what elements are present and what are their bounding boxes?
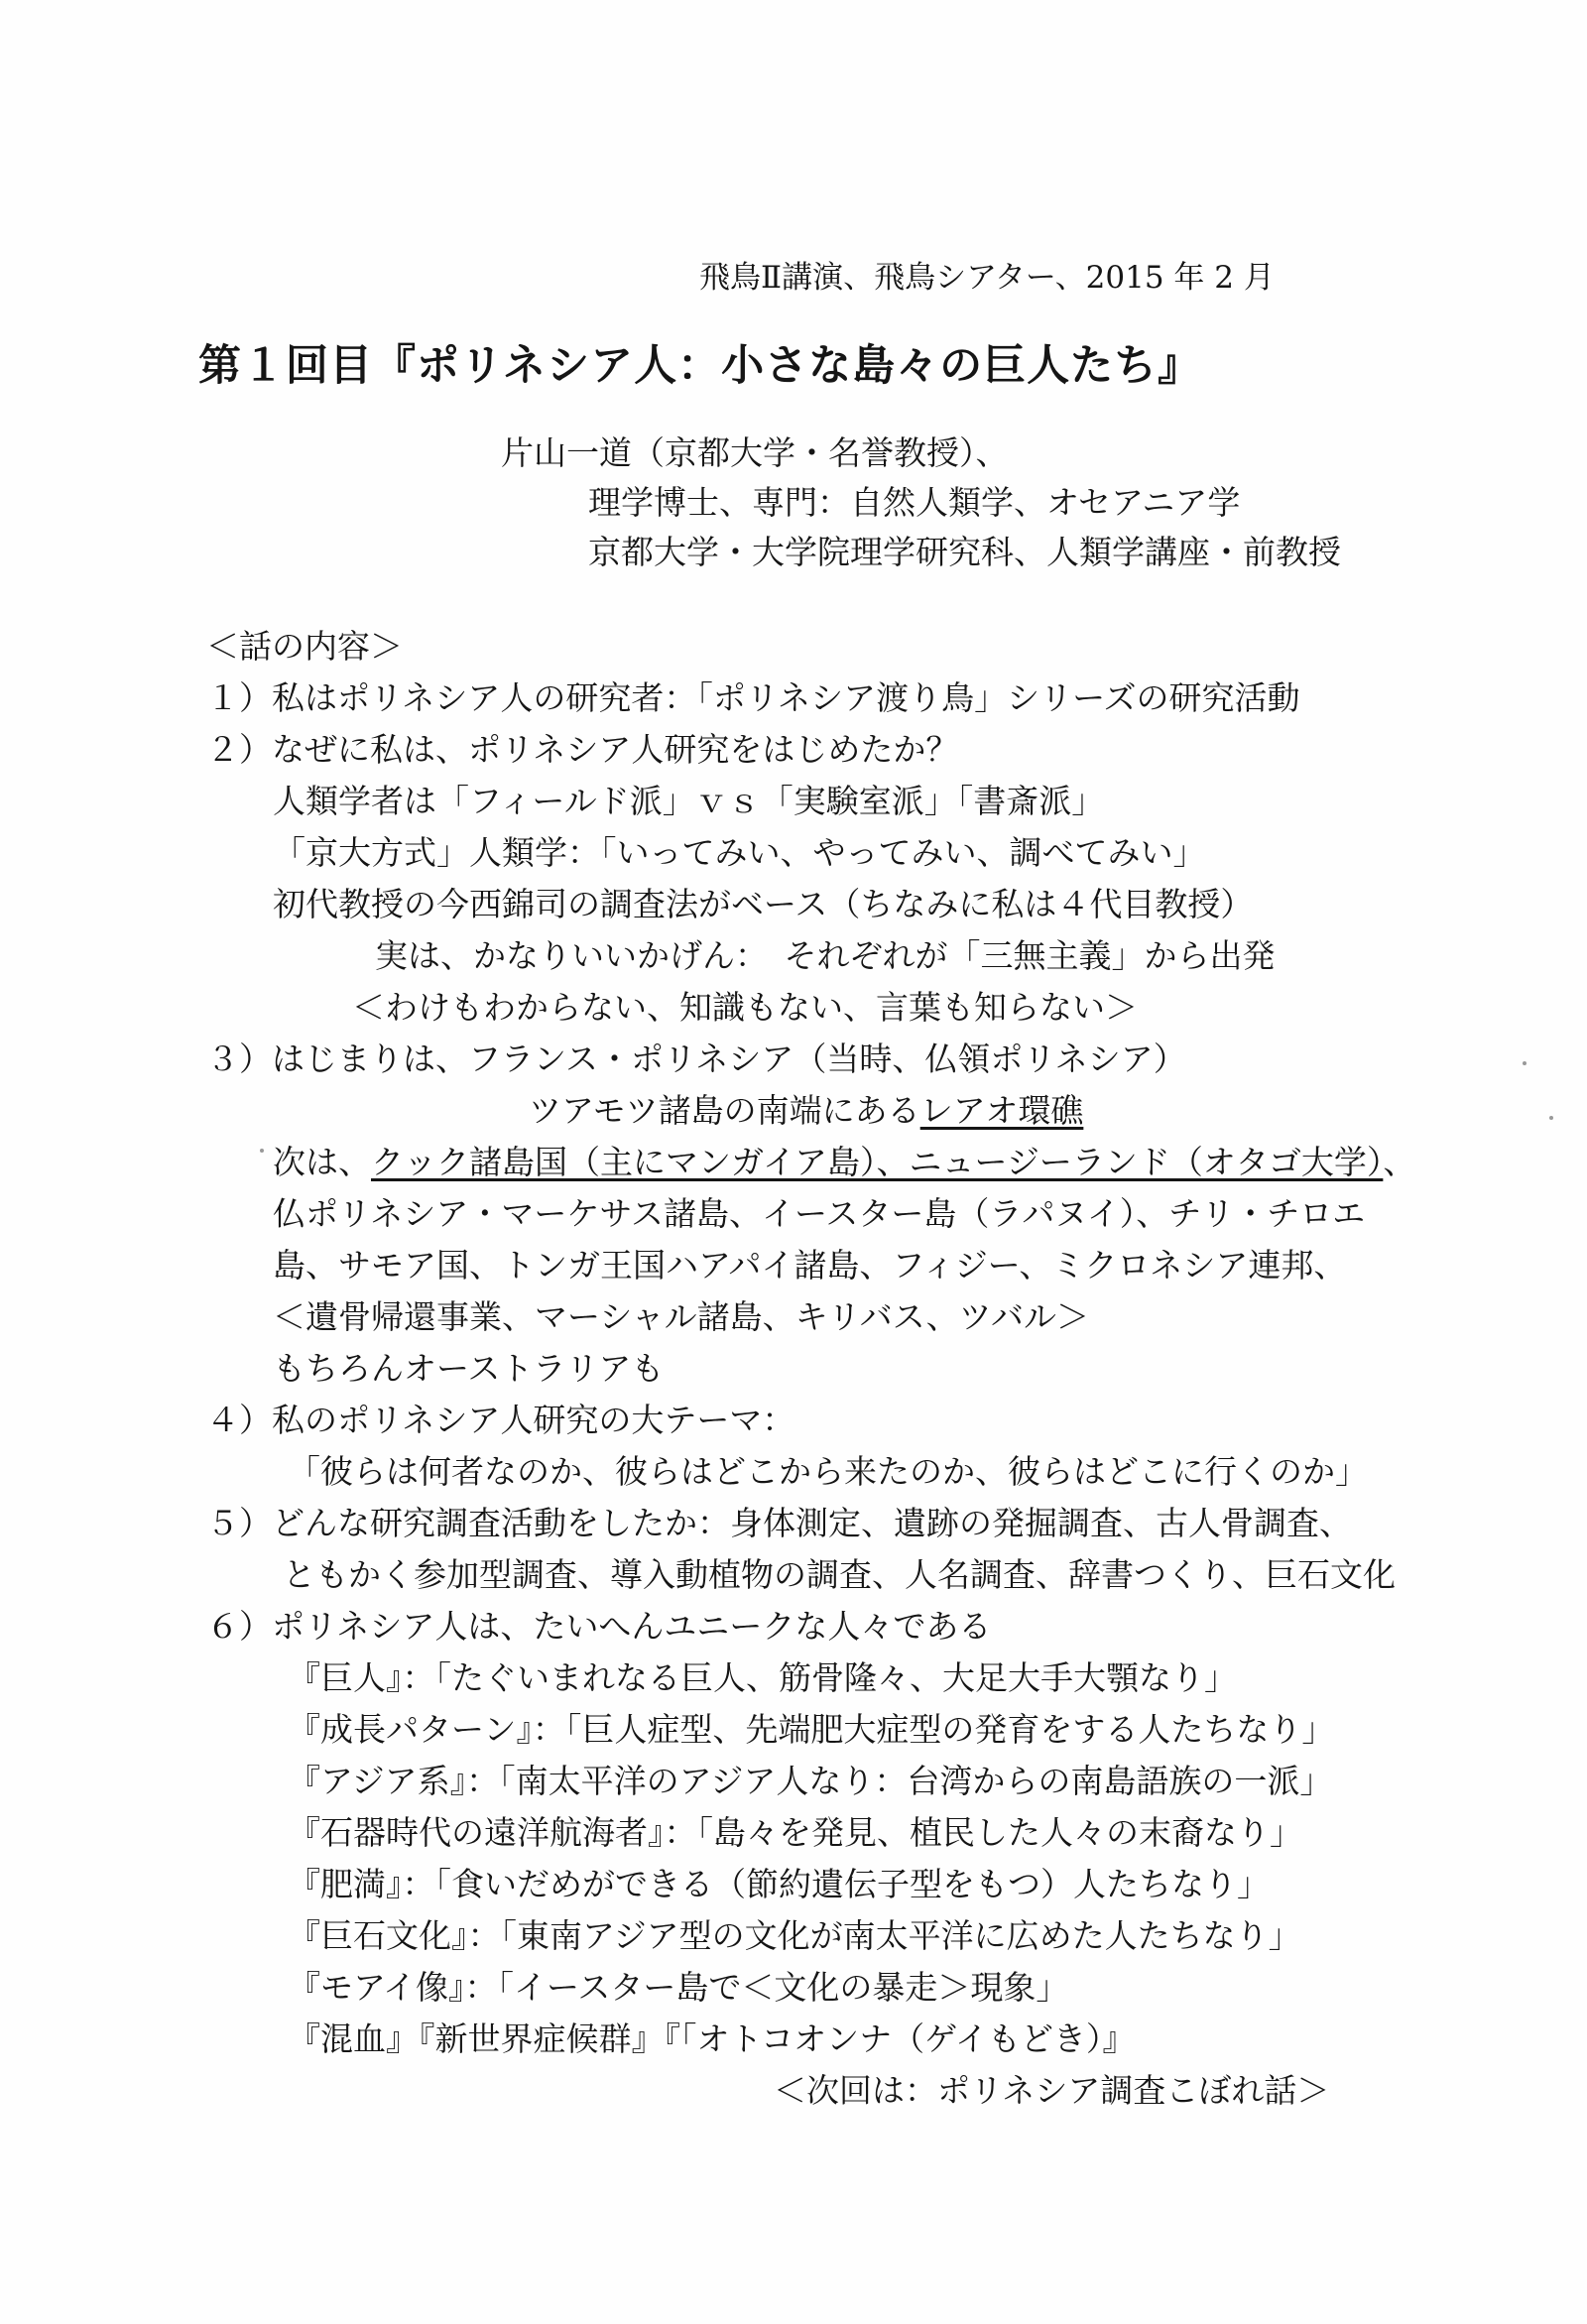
item-6-asian: 『アジア系』：「南太平洋のアジア人なり：台湾からの南島語族の一派」 [288, 1762, 1333, 1800]
author-position: 京都大学・大学院理学研究科、人類学講座・前教授 [588, 533, 1341, 571]
item-6: ６）ポリネシア人は、たいへんユニークな人々である [206, 1607, 992, 1646]
item-3-line-2-tail: 、 [1383, 1143, 1416, 1181]
lecture-header: 飛鳥Ⅱ講演、飛鳥シアター、2015 年 2 月 [699, 260, 1275, 296]
item-1: １）私はポリネシア人の研究者：「ポリネシア渡り鳥」シリーズの研究活動 [206, 678, 1300, 717]
item-2-line-3: 初代教授の今西錦司の調査法がベース（ちなみに私は４代目教授） [273, 885, 1254, 923]
item-2-line-5: ＜わけもわからない、知識もない、言葉も知らない＞ [352, 988, 1138, 1027]
scan-speck [1549, 1116, 1553, 1120]
item-2-line-2: 「京大方式」人類学：「いってみい、やってみい、調べてみい」 [273, 833, 1206, 872]
item-3: ３）はじまりは、フランス・ポリネシア（当時、仏領ポリネシア） [206, 1040, 1186, 1078]
item-6-navigators: 『石器時代の遠洋航海者』：「島々を発見、植民した人々の末裔なり」 [288, 1813, 1302, 1852]
item-3-line-5: ＜遺骨帰還事業、マーシャル諸島、キリバス、ツバル＞ [273, 1297, 1090, 1336]
scan-speck [1523, 1061, 1526, 1065]
item-3-line-2-lead: 次は、 [273, 1143, 371, 1181]
item-3-line-1-text: ツアモツ諸島の南端にある [529, 1091, 920, 1130]
item-3-line-4: 島、サモア国、トンガ王国ハアパイ諸島、フィジー、ミクロネシア連邦、 [273, 1246, 1347, 1284]
item-3-line-6: もちろんオーストラリアも [273, 1349, 665, 1388]
item-6-growth: 『成長パターン』：「巨人症型、先端肥大症型の発育をする人たちなり」 [288, 1710, 1335, 1749]
reao-atoll: レアオ環礁 [919, 1091, 1084, 1130]
item-3-line-2 [273, 1143, 1416, 1181]
item-2-line-4: 実は、かなりいいかげん： それぞれが「三無主義」から出発 [375, 936, 1276, 975]
item-2-line-1: 人類学者は「フィールド派」ｖｓ「実験室派」「書斎派」 [273, 782, 1105, 820]
next-lecture-note: ＜次回は：ポリネシア調査こぼれ話＞ [774, 2071, 1330, 2110]
item-4-line-1: 「彼らは何者なのか、彼らはどこから来たのか、彼らはどこに行くのか」 [288, 1452, 1368, 1491]
author-name: 片山一道（京都大学・名誉教授）、 [501, 433, 1009, 472]
item-2: ２）なぜに私は、ポリネシア人研究をはじめたか？ [206, 730, 959, 769]
author-degree: 理学博士、専門：自然人類学、オセアニア学 [588, 483, 1241, 522]
item-6-giant: 『巨人』：「たぐいまれなる巨人、筋骨隆々、大足大手大顎なり」 [288, 1658, 1237, 1697]
item-6-moai: 『モアイ像』：「イースター島で＜文化の暴走＞現象」 [288, 1968, 1069, 2007]
lecture-title: 第１回目『ポリネシア人：小さな島々の巨人たち』 [198, 341, 1202, 391]
item-4: ４）私のポリネシア人研究の大テーマ： [206, 1401, 795, 1439]
item-6-mixed: 『混血』『新世界症候群』『「オトコオンナ（ゲイもどき）』 [288, 2019, 1136, 2058]
contents-heading: ＜話の内容＞ [206, 627, 403, 666]
scan-speck [260, 1149, 264, 1153]
item-3-line-3: 仏ポリネシア・マーケサス諸島、イースター島（ラパヌイ）、チリ・チロエ [273, 1194, 1366, 1233]
item-6-megalith: 『巨石文化』：「東南アジア型の文化が南太平洋に広めた人たちなり」 [288, 1916, 1301, 1955]
item-3-line-1 [529, 1091, 1084, 1130]
item-6-obesity: 『肥満』：「食いだめができる（節約遺伝子型をもつ）人たちなり」 [288, 1865, 1270, 1903]
item-5-line-1: ともかく参加型調査、導入動植物の調査、人名調査、辞書つくり、巨石文化 [283, 1555, 1396, 1594]
item-5: ５）どんな研究調査活動をしたか：身体測定、遺跡の発掘調査、古人骨調査、 [206, 1504, 1352, 1542]
cook-islands-nz: クック諸島国（主にマンガイア島）、ニュージーランド（オタゴ大学） [371, 1143, 1384, 1181]
